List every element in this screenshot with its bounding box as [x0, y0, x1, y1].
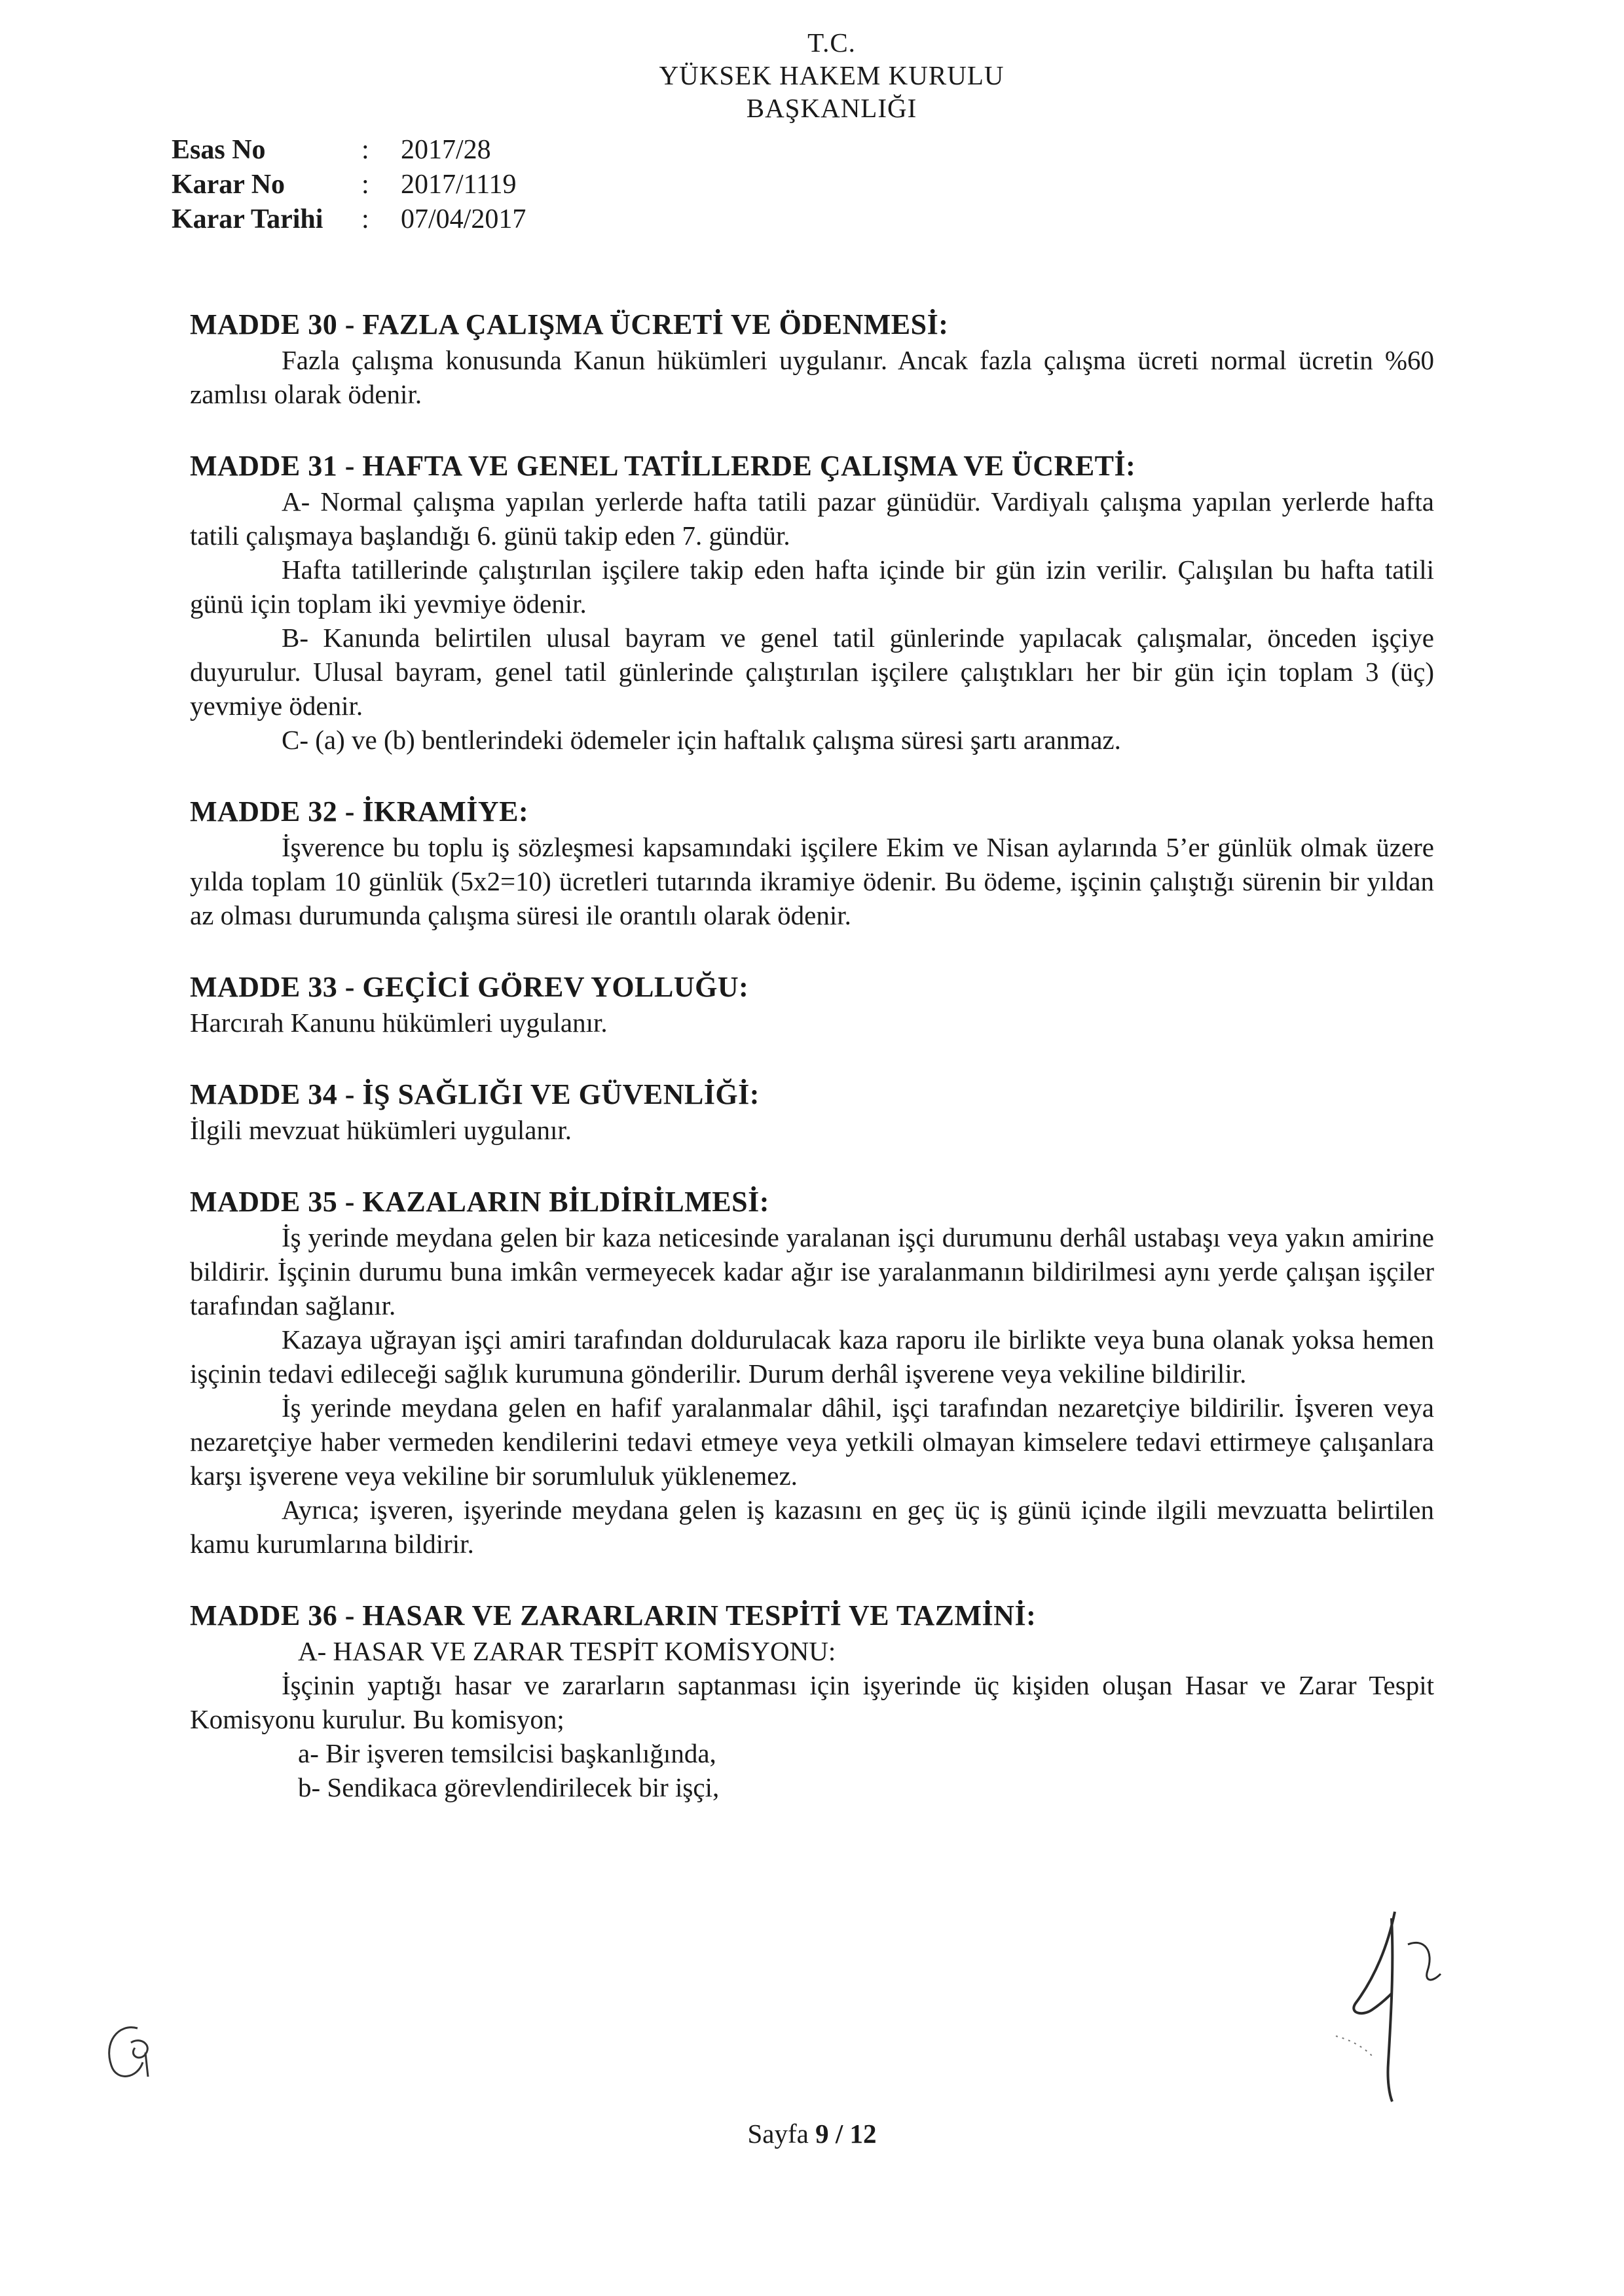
- meta-value: 2017/1119: [401, 170, 517, 200]
- header-presidency: BAŞKANLIĞI: [746, 93, 917, 123]
- article-36: [190, 1599, 1434, 1804]
- article-34: [190, 1078, 1434, 1147]
- meta-label: Karar No: [172, 170, 286, 200]
- article-paragraph: İşçinin yaptığı hasar ve zararların saptanması için işyerinde üç kişiden oluşan Hasar ve Zarar Tespit Komisyonu kurulur. Bu komisyon;: [190, 1670, 1434, 1734]
- article-title: MADDE 34 - İŞ SAĞLIĞI VE GÜVENLİĞİ:: [190, 1078, 760, 1110]
- article-title: MADDE 31 - HAFTA VE GENEL TATİLLERDE ÇALIŞMA VE ÜCRETİ:: [190, 450, 1136, 482]
- list-item: a- Bir işveren temsilcisi başkanlığında,: [298, 1738, 716, 1768]
- article-paragraph: İş yerinde meydana gelen en hafif yaralanmalar dâhil, işçi tarafından nezaretçiye bildirilir. İşveren veya nezaretçiye haber vermeden kendilerini tedavi etmeye veya yetkili olmayan kimselere tedavi ettirmeye çalışanlara karşı işverene veya vekiline bir sorumluluk yüklenemez.: [190, 1393, 1434, 1491]
- meta-value: 2017/28: [401, 135, 491, 165]
- handwritten-page-mark: [92, 2016, 170, 2088]
- article-paragraph: Hafta tatillerinde çalıştırılan işçilere takip eden hafta içinde bir gün izin verilir. Çalışılan bu hafta tatili günü için toplam iki yevmiye ödenir.: [190, 555, 1434, 619]
- article-paragraph: İş yerinde meydana gelen bir kaza neticesinde yaralanan işçi durumunu derhâl ustabaşı veya yakın amirine bildirir. İşçinin durumu buna imkân vermeyecek kadar ağır ise yaralanmanın bildirilmesi aynı yerde çalışan işçiler tarafından sağlanır.: [190, 1222, 1434, 1321]
- article-paragraph: Kazaya uğrayan işçi amiri tarafından doldurulacak kaza raporu ile birlikte veya buna olanak yoksa hemen işçinin tedavi edileceği sağlık kurumuna gönderilir. Durum derhâl işverene veya vekiline bildirilir.: [190, 1324, 1434, 1389]
- signature-initials: [1310, 1905, 1467, 2115]
- header-institution: YÜKSEK HAKEM KURULU: [659, 60, 1005, 90]
- document-header: [0, 26, 1624, 124]
- article-paragraph: Harcırah Kanunu hükümleri uygulanır.: [190, 1008, 608, 1038]
- meta-colon: :: [361, 135, 369, 165]
- page-label: Sayfa: [747, 2119, 809, 2149]
- meta-row-esas: [172, 134, 597, 169]
- meta-colon: :: [361, 204, 369, 234]
- article-title: MADDE 32 - İKRAMİYE:: [190, 795, 529, 828]
- article-paragraph: C- (a) ve (b) bentlerindeki ödemeler için haftalık çalışma süresi şartı aranmaz.: [282, 725, 1121, 755]
- header-tc: T.C.: [807, 27, 856, 58]
- article-paragraph: A- Normal çalışma yapılan yerlerde hafta tatili pazar günüdür. Vardiyalı çalışma yapılan yerlerde hafta tatili çalışmaya başlandığı 6. günü takip eden 7. gündür.: [190, 486, 1434, 551]
- meta-row-tarih: [172, 204, 597, 238]
- article-paragraph: B- Kanunda belirtilen ulusal bayram ve genel tatil günlerinde yapılacak çalışmalar, önceden işçiye duyurulur. Ulusal bayram, genel tatil günlerinde çalıştırılan işçilere çalıştıkları her bir gün için toplam 3 (üç) yevmiye ödenir.: [190, 623, 1434, 721]
- article-subheading: A- HASAR VE ZARAR TESPİT KOMİSYONU:: [298, 1636, 836, 1666]
- page-footer: [0, 2118, 1624, 2149]
- article-33: [190, 970, 1434, 1040]
- meta-label: Karar Tarihi: [172, 204, 323, 234]
- meta-colon: :: [361, 170, 369, 200]
- article-30: [190, 308, 1434, 411]
- article-paragraph: İlgili mevzuat hükümleri uygulanır.: [190, 1115, 572, 1145]
- article-title: MADDE 30 - FAZLA ÇALIŞMA ÜCRETİ VE ÖDENMESİ:: [190, 308, 949, 340]
- article-32: [190, 795, 1434, 932]
- meta-value: 07/04/2017: [401, 204, 526, 234]
- article-paragraph: Fazla çalışma konusunda Kanun hükümleri uygulanır. Ancak fazla çalışma ücreti normal ücretin %60 zamlısı olarak ödenir.: [190, 345, 1434, 409]
- article-title: MADDE 35 - KAZALARIN BİLDİRİLMESİ:: [190, 1186, 769, 1218]
- article-paragraph: İşverence bu toplu iş sözleşmesi kapsamındaki işçilere Ekim ve Nisan aylarında 5’er günlük olmak üzere yılda toplam 10 günlük (5x2=10) ücretleri tutarında ikramiye ödenir. Bu ödeme, işçinin çalıştığı sürenin bir yıldan az olması durumunda çalışma süresi ile orantılı olarak ödenir.: [190, 832, 1434, 930]
- case-meta: [172, 134, 597, 238]
- list-item: b- Sendikaca görevlendirilecek bir işçi,: [298, 1772, 720, 1802]
- meta-label: Esas No: [172, 135, 266, 165]
- articles: [190, 308, 1434, 1842]
- meta-row-karar: [172, 169, 597, 204]
- article-paragraph: Ayrıca; işveren, işyerinde meydana gelen iş kazasını en geç üç iş günü içinde ilgili mevzuatta belirtilen kamu kurumlarına bildirir.: [190, 1495, 1434, 1559]
- article-title: MADDE 33 - GEÇİCİ GÖREV YOLLUĞU:: [190, 971, 749, 1003]
- page-number: 9 / 12: [815, 2119, 877, 2149]
- article-31: [190, 449, 1434, 757]
- article-35: [190, 1185, 1434, 1561]
- article-title: MADDE 36 - HASAR VE ZARARLARIN TESPİTİ VE TAZMİNİ:: [190, 1599, 1037, 1631]
